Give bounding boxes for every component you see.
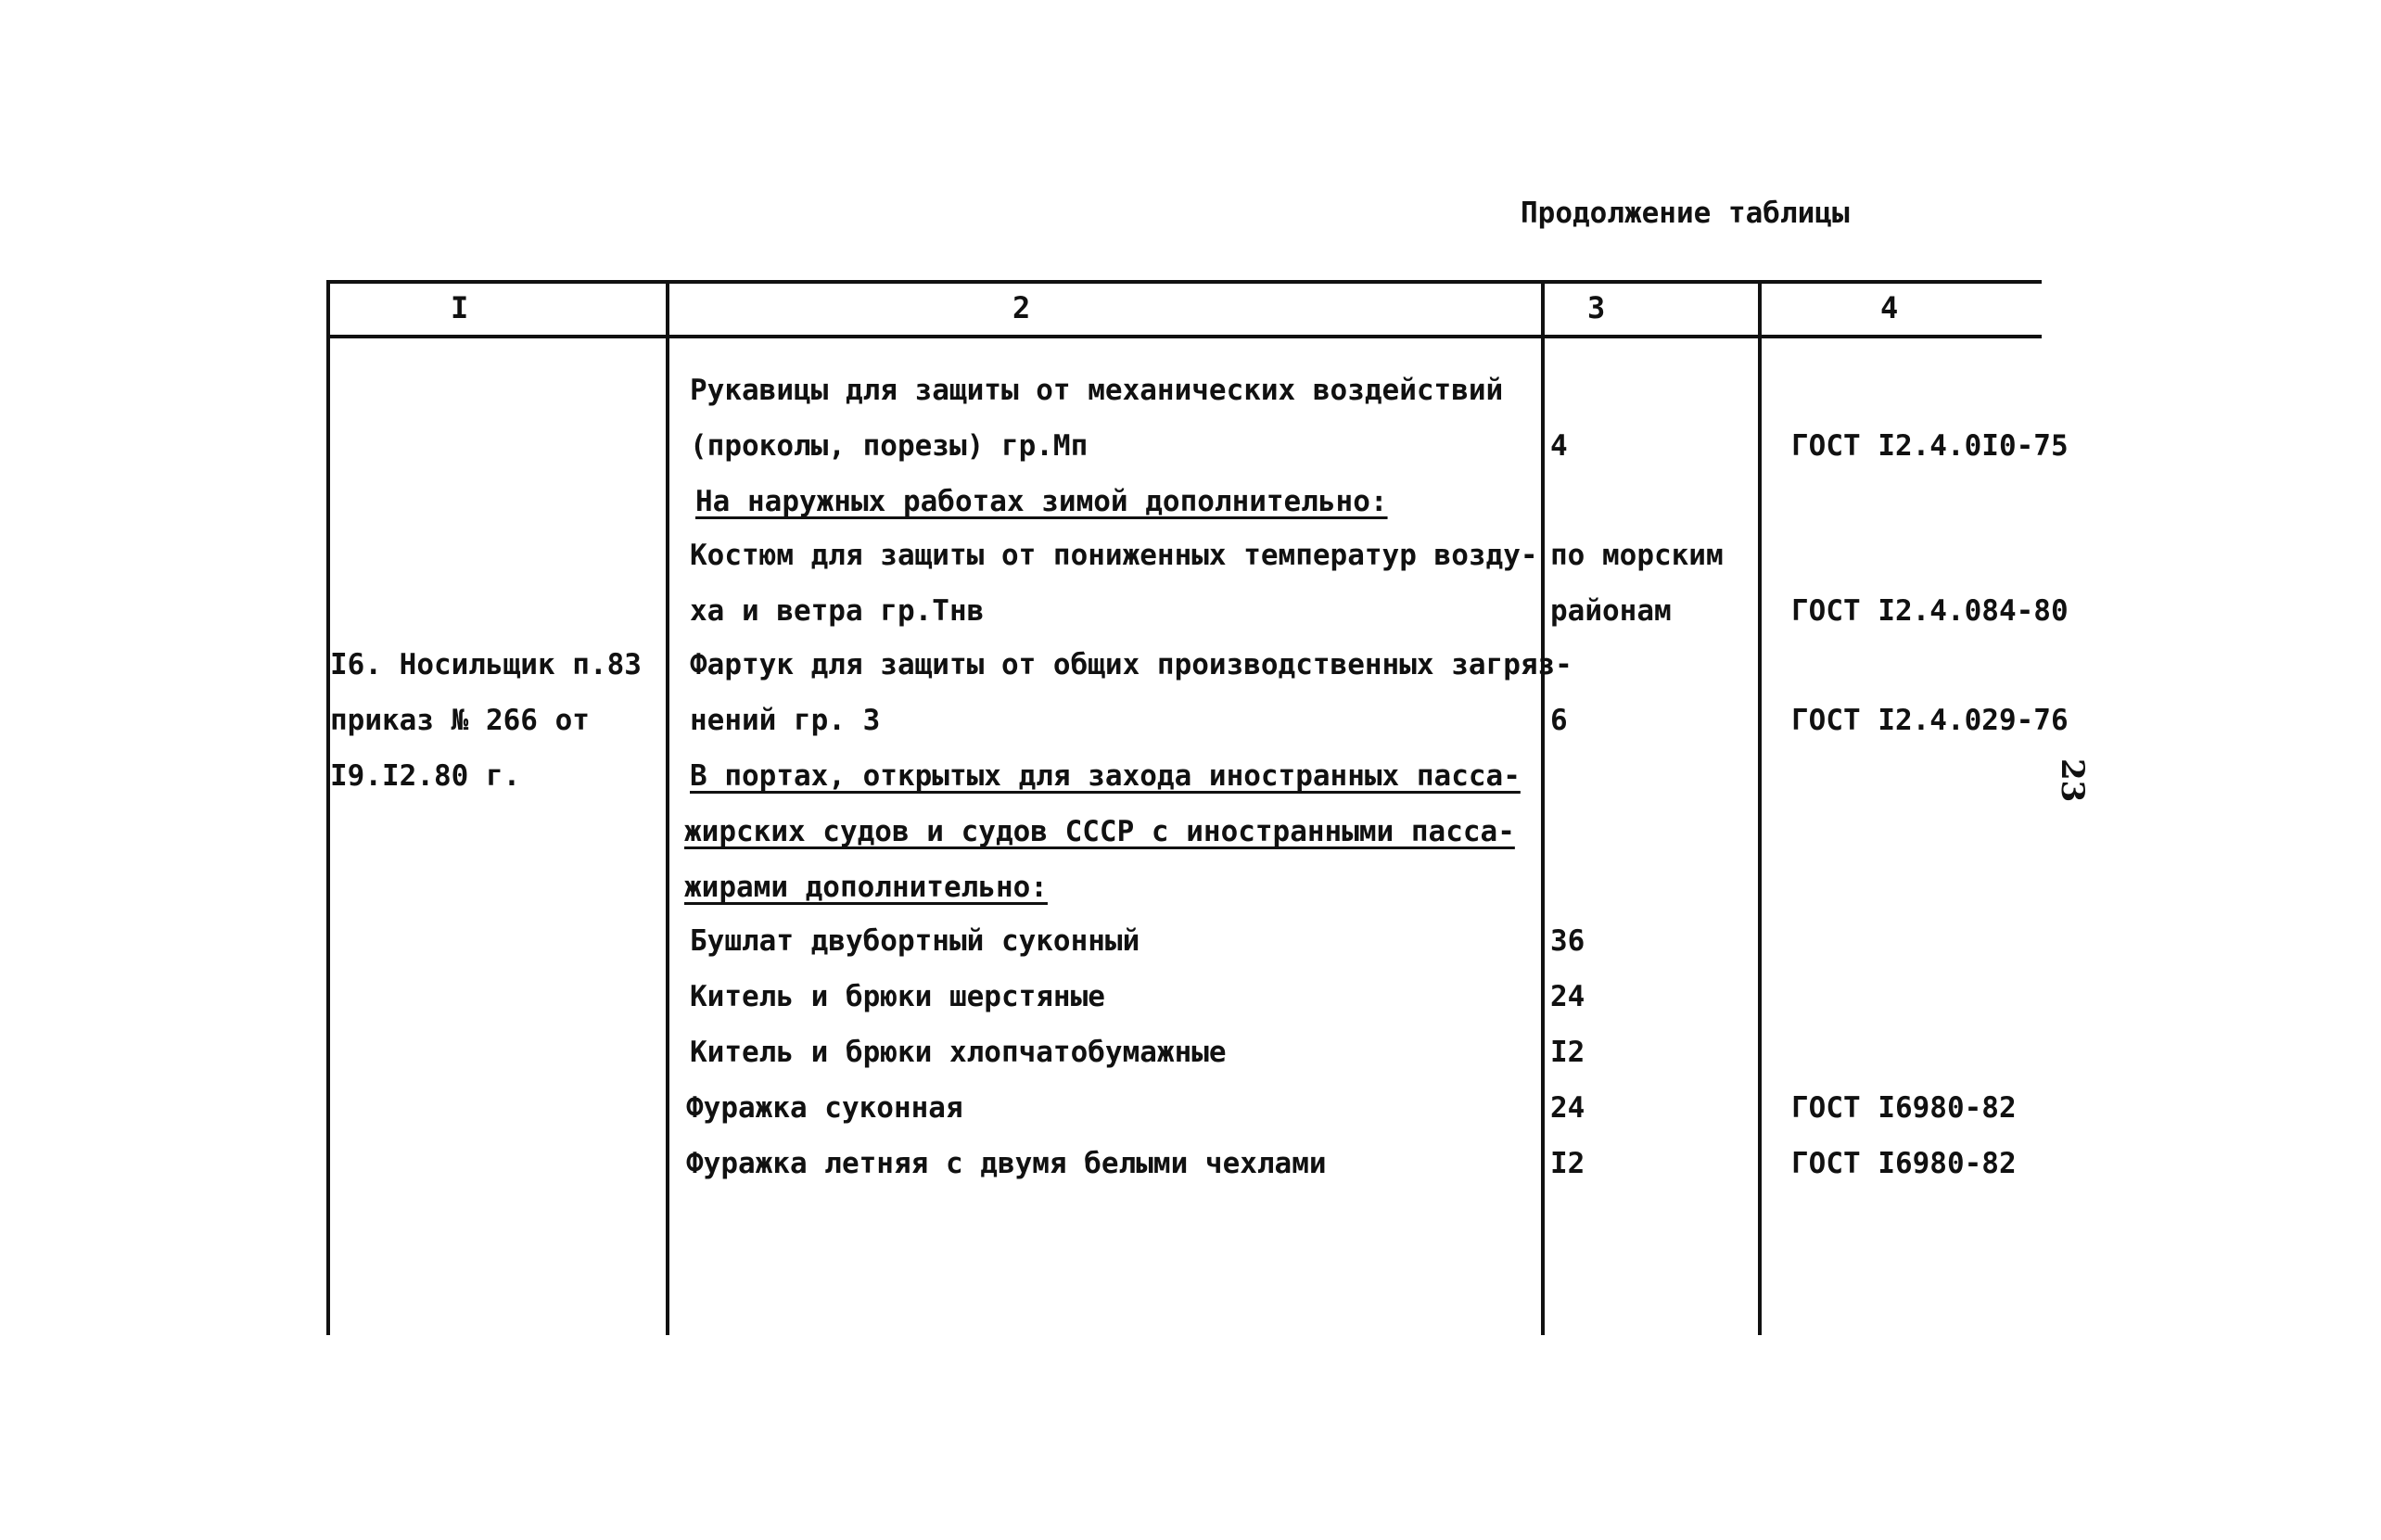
section-ports-line-1: В портах, открытых для захода иностранных пасса- (690, 759, 1521, 793)
item-line-2: (проколы, порезы) гр.Мп (690, 429, 1089, 463)
item-cloth-cap: Фуражка суконная (686, 1091, 963, 1125)
table-continuation-caption: Продолжение таблицы (1521, 197, 1850, 230)
period-mittens: 4 (1550, 429, 1568, 463)
page-number: 23 (2054, 758, 2091, 803)
period-summer-cap: I2 (1550, 1147, 1585, 1180)
item-wool-tunic: Китель и брюки шерстяные (690, 980, 1105, 1013)
column-divider-2-3 (1541, 280, 1545, 1335)
header-col-2: 2 (1012, 290, 1031, 325)
period-suit-line-1: по морским (1550, 539, 1724, 572)
item-line-5: ха и ветра гр.Тнв (690, 594, 985, 628)
item-cotton-tunic: Китель и брюки хлопчатобумажные (690, 1036, 1227, 1069)
period-apron: 6 (1550, 704, 1568, 737)
profession-line-1: I6. Носильщик п.83 (330, 648, 642, 681)
standard-summer-cap: ГОСТ I6980-82 (1791, 1147, 2017, 1180)
column-divider-3-4 (1758, 280, 1762, 1335)
standard-apron: ГОСТ I2.4.029-76 (1791, 704, 2069, 737)
header-col-4: 4 (1880, 290, 1899, 325)
table-header-bottom-rule (326, 335, 2042, 338)
item-line-1: Рукавицы для защиты от механических воздействий (690, 374, 1504, 407)
header-col-3: 3 (1587, 290, 1606, 325)
period-cotton-tunic: I2 (1550, 1036, 1585, 1069)
period-jacket: 36 (1550, 924, 1585, 958)
table-top-rule (326, 280, 2042, 284)
standard-cloth-cap: ГОСТ I6980-82 (1791, 1091, 2017, 1125)
standard-mittens: ГОСТ I2.4.0I0-75 (1791, 429, 2069, 463)
standard-suit: ГОСТ I2.4.084-80 (1791, 594, 2069, 628)
profession-line-3: I9.I2.80 г. (330, 759, 521, 793)
header-col-1: I (451, 290, 469, 325)
item-line-6: Фартук для защиты от общих производственных загряз- (690, 648, 1572, 681)
item-summer-cap: Фуражка летняя с двумя белыми чехлами (686, 1147, 1327, 1180)
column-divider-1-2 (666, 280, 669, 1335)
period-suit-line-2: районам (1550, 594, 1672, 628)
item-jacket: Бушлат двубортный суконный (690, 924, 1140, 958)
period-cloth-cap: 24 (1550, 1091, 1585, 1125)
item-line-4: Костюм для защиты от пониженных температур возду- (690, 539, 1538, 572)
section-ports-line-2: жирских судов и судов СССР с иностранными пасса- (684, 815, 1515, 848)
section-winter-work: На наружных работах зимой дополнительно: (695, 485, 1388, 518)
period-wool-tunic: 24 (1550, 980, 1585, 1013)
item-line-7: нений гр. З (690, 704, 881, 737)
profession-line-2: приказ № 266 от (330, 704, 590, 737)
column-divider-left (326, 280, 330, 1335)
section-ports-line-3: жирами дополнительно: (684, 871, 1048, 904)
